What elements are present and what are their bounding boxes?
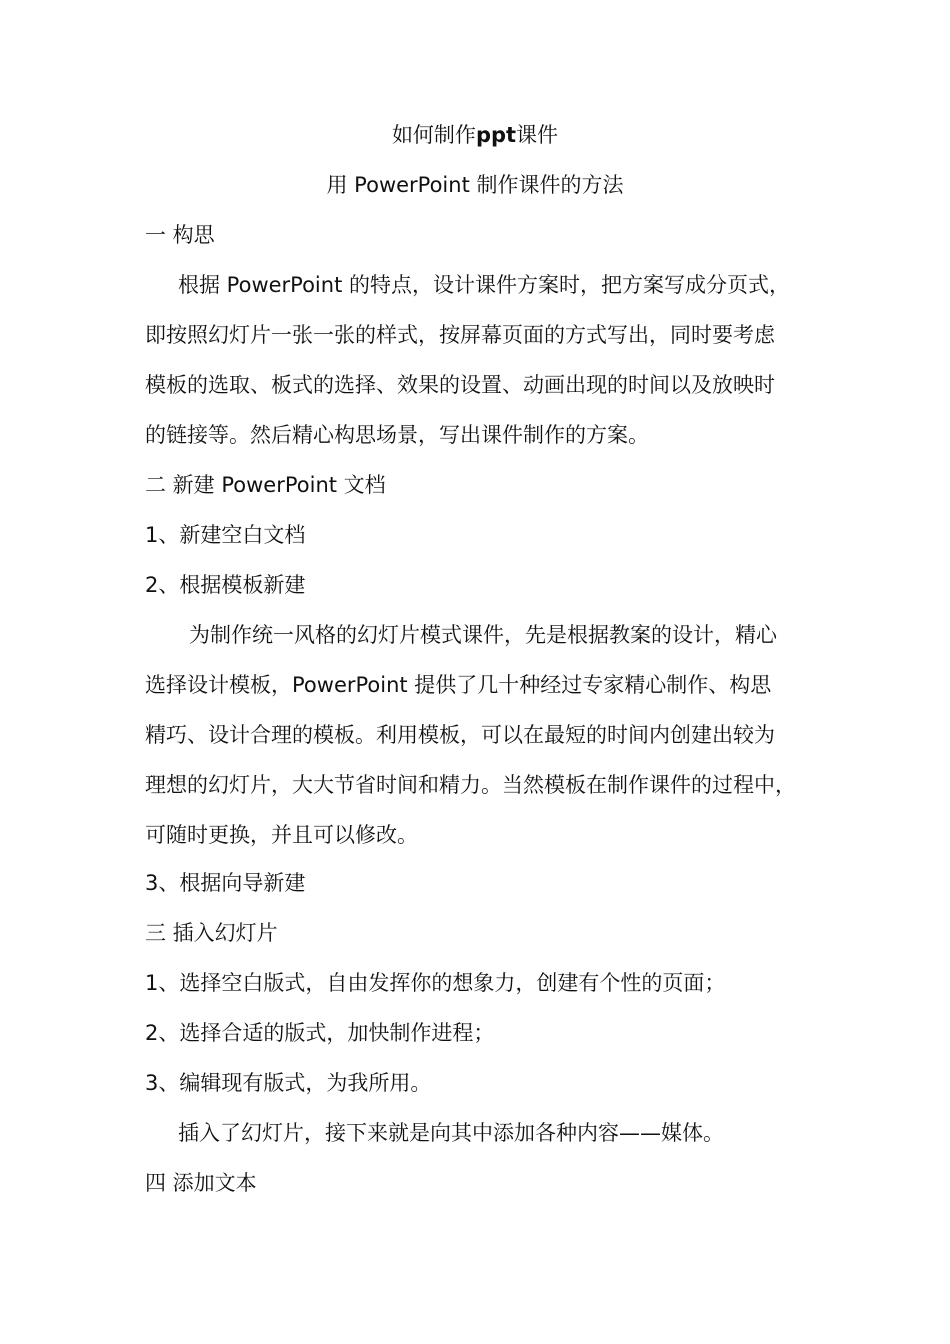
- paragraph-line: 选择设计模板，PowerPoint 提供了几十种经过专家精心制作、构思: [145, 673, 772, 697]
- paragraph-line: 精巧、设计合理的模板。利用模板，可以在最短的时间内创建出较为: [145, 723, 775, 747]
- title-prefix: 如何制作: [391, 123, 476, 147]
- list-item: 2、根据模板新建: [145, 573, 306, 597]
- section-heading-3: 三 插入幻灯片: [145, 921, 278, 945]
- paragraph-line: 即按照幻灯片一张一张的样式，按屏幕页面的方式写出，同时要考虑: [145, 323, 775, 347]
- paragraph-line: 为制作统一风格的幻灯片模式课件，先是根据教案的设计，精心: [189, 623, 777, 647]
- list-item: 1、新建空白文档: [145, 523, 306, 547]
- list-item: 3、编辑现有版式，为我所用。: [145, 1071, 432, 1095]
- paragraph-line: 的链接等。然后精心构思场景，写出课件制作的方案。: [145, 423, 649, 447]
- title-bold: ppt: [475, 123, 517, 147]
- paragraph-line: 理想的幻灯片，大大节省时间和精力。当然模板在制作课件的过程中，: [145, 773, 796, 797]
- paragraph-line: 插入了幻灯片，接下来就是向其中添加各种内容——媒体。: [178, 1121, 724, 1145]
- paragraph-line: 模板的选取、板式的选择、效果的设置、动画出现的时间以及放映时: [145, 373, 775, 397]
- section-heading-4: 四 添加文本: [145, 1171, 257, 1195]
- document-subtitle: 用 PowerPoint 制作课件的方法: [326, 173, 624, 197]
- list-item: 1、选择空白版式，自由发挥你的想象力，创建有个性的页面；: [145, 971, 726, 995]
- paragraph-line: 根据 PowerPoint 的特点，设计课件方案时，把方案写成分页式，: [178, 273, 790, 297]
- document-title: [0, 121, 950, 149]
- list-item: 2、选择合适的版式，加快制作进程；: [145, 1021, 495, 1045]
- section-heading-2: 二 新建 PowerPoint 文档: [145, 473, 386, 497]
- list-item: 3、根据向导新建: [145, 871, 306, 895]
- title-suffix: 课件: [516, 123, 559, 147]
- paragraph-line: 可随时更换，并且可以修改。: [145, 823, 418, 847]
- section-heading-1: 一 构思: [145, 223, 215, 247]
